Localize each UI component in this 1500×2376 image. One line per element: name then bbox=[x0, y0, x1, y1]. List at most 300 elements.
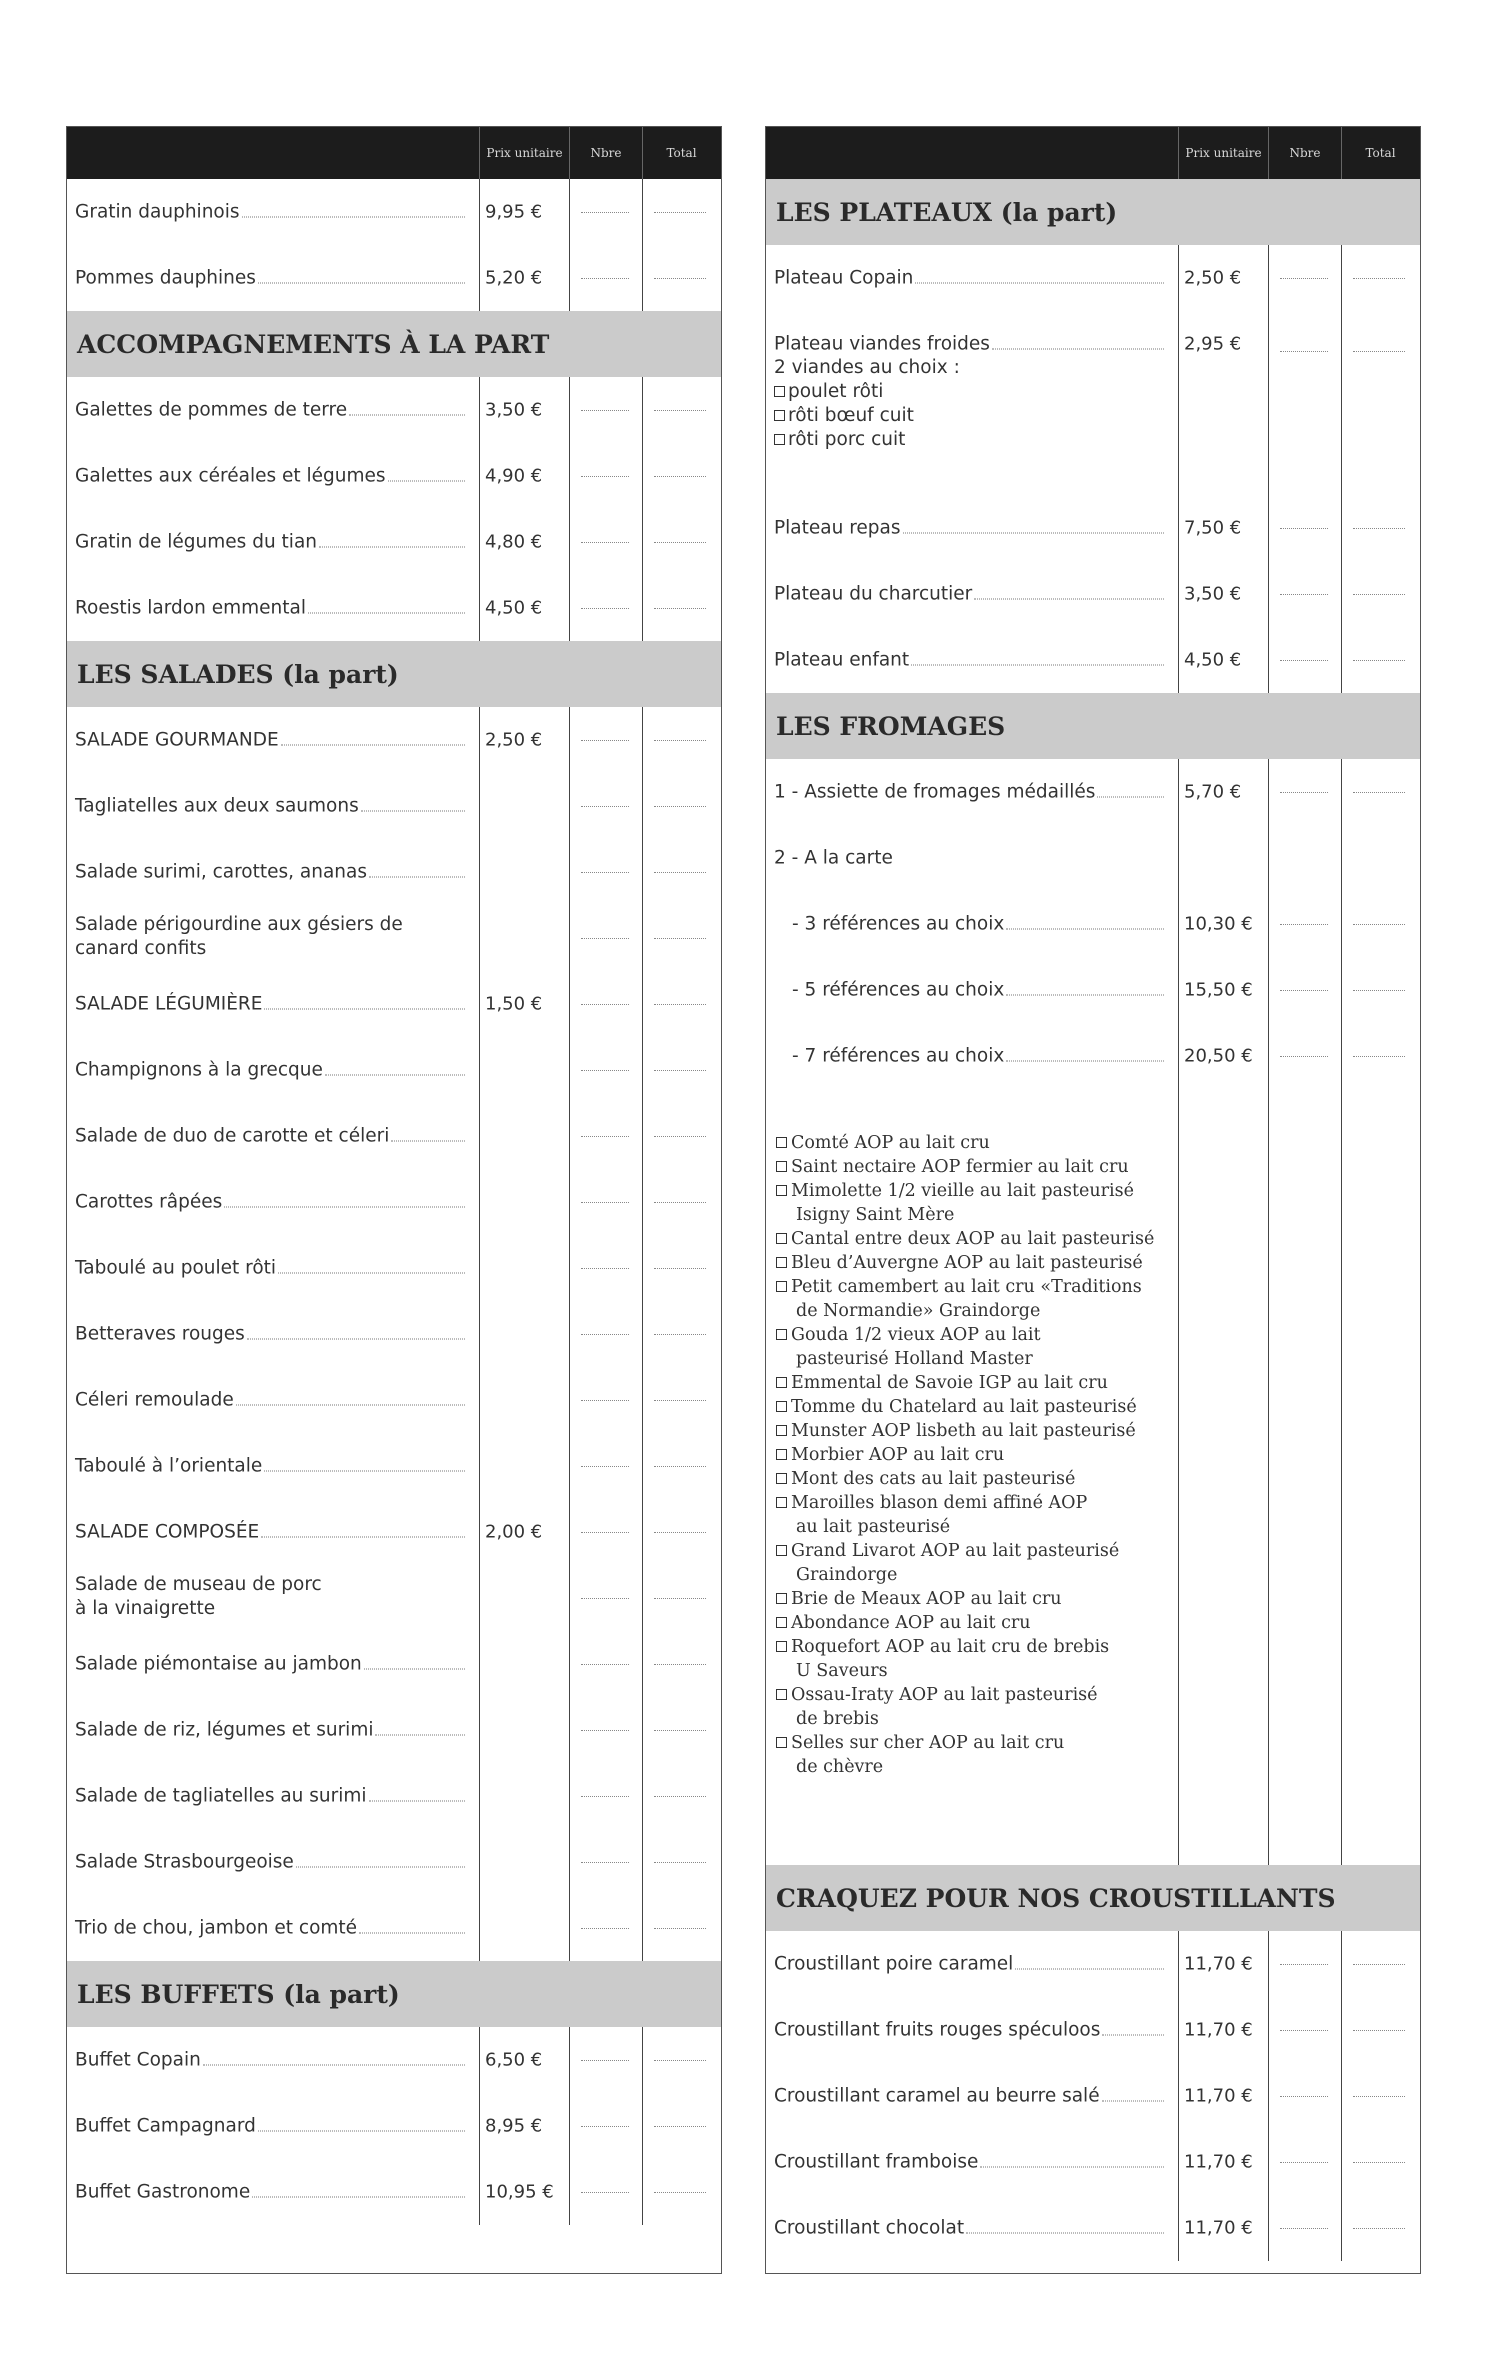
total-entry-field[interactable] bbox=[654, 1730, 706, 1731]
total-entry-field[interactable] bbox=[1353, 2228, 1405, 2229]
qty-entry-field[interactable] bbox=[1280, 1964, 1328, 1965]
unit-price: 2,50 € bbox=[485, 729, 543, 751]
section-heading: LES FROMAGES bbox=[766, 693, 1420, 759]
qty-entry-field[interactable] bbox=[1280, 924, 1328, 925]
qty-entry-field[interactable] bbox=[581, 2192, 629, 2193]
checkbox-icon[interactable] bbox=[776, 1689, 787, 1700]
total-entry-field[interactable] bbox=[654, 2060, 706, 2061]
menu-item-row bbox=[67, 1499, 721, 1565]
checkbox-icon[interactable] bbox=[776, 1137, 787, 1148]
item-label: Galettes aux céréales et légumes bbox=[75, 465, 386, 487]
menu-item-row bbox=[67, 443, 721, 509]
cheese-option[interactable] bbox=[776, 1467, 1154, 1491]
total-entry-field[interactable] bbox=[1353, 278, 1405, 279]
cheese-label: Abondance AOP au lait cru bbox=[791, 1613, 1031, 1633]
menu-item-row bbox=[766, 759, 1420, 825]
dot-leader bbox=[261, 1537, 465, 1538]
qty-entry-field[interactable] bbox=[581, 872, 629, 873]
qty-entry-field[interactable] bbox=[1280, 1056, 1328, 1057]
dot-leader bbox=[325, 1075, 465, 1076]
total-entry-field[interactable] bbox=[654, 806, 706, 807]
cheese-label: Gouda 1/2 vieux AOP au lait bbox=[791, 1325, 1041, 1345]
item-label: Trio de chou, jambon et comté bbox=[75, 1917, 358, 1939]
item-name bbox=[774, 2020, 1164, 2041]
item-label: Salade de duo de carotte et céleri bbox=[75, 1125, 390, 1147]
qty-entry-field[interactable] bbox=[1280, 351, 1328, 352]
item-label: Croustillant caramel au beurre salé bbox=[774, 2085, 1100, 2107]
cheese-option-continued bbox=[776, 1203, 1154, 1227]
menu-item-row bbox=[766, 1023, 1420, 1089]
unit-price: 5,20 € bbox=[485, 267, 543, 289]
qty-entry-field[interactable] bbox=[581, 410, 629, 411]
total-entry-field[interactable] bbox=[654, 2126, 706, 2127]
item-label: Tagliatelles aux deux saumons bbox=[75, 795, 359, 817]
cheese-label: Petit camembert au lait cru «Traditions bbox=[791, 1277, 1142, 1297]
cheese-label: Cantal entre deux AOP au lait pasteurisé bbox=[791, 1229, 1155, 1249]
qty-entry-field[interactable] bbox=[581, 1730, 629, 1731]
dot-leader bbox=[215, 1597, 463, 1616]
qty-entry-field[interactable] bbox=[1280, 792, 1328, 793]
checkbox-icon[interactable] bbox=[776, 1617, 787, 1628]
total-entry-field[interactable] bbox=[654, 740, 706, 741]
item-label: Salade surimi, carottes, ananas bbox=[75, 861, 368, 883]
total-entry-field[interactable] bbox=[1353, 351, 1405, 352]
item-name bbox=[774, 650, 1164, 671]
unit-price: 20,50 € bbox=[1184, 1045, 1253, 1067]
dot-leader bbox=[1006, 995, 1164, 996]
unit-price: 15,50 € bbox=[1184, 979, 1253, 1001]
total-entry-field[interactable] bbox=[654, 1664, 706, 1665]
item-label: Buffet Campagnard bbox=[75, 2115, 256, 2137]
cheese-label: Comté AOP au lait cru bbox=[791, 1133, 990, 1153]
dot-leader bbox=[258, 283, 465, 284]
item-label: - 5 références au choix bbox=[792, 979, 1005, 1001]
checkbox-icon[interactable] bbox=[776, 1497, 787, 1508]
qty-entry-field[interactable] bbox=[581, 1928, 629, 1929]
section-heading: LES SALADES (la part) bbox=[67, 641, 721, 707]
qty-entry-field[interactable] bbox=[581, 806, 629, 807]
total-entry-field[interactable] bbox=[654, 1334, 706, 1335]
unit-price: 10,30 € bbox=[1184, 913, 1253, 935]
total-entry-field[interactable] bbox=[654, 1070, 706, 1071]
cheese-option[interactable] bbox=[776, 1155, 1154, 1179]
cheese-label: de chèvre bbox=[796, 1757, 884, 1777]
unit-price: 5,70 € bbox=[1184, 781, 1242, 803]
menu-item-row bbox=[67, 377, 721, 443]
cheese-option[interactable] bbox=[776, 1731, 1154, 1755]
cheese-option[interactable] bbox=[776, 1179, 1154, 1203]
menu-item-row bbox=[67, 1367, 721, 1433]
qty-entry-field[interactable] bbox=[581, 1004, 629, 1005]
left-order-table bbox=[66, 126, 722, 2274]
cheese-option[interactable] bbox=[776, 1491, 1154, 1515]
dot-leader bbox=[236, 1405, 465, 1406]
item-label: canard confits bbox=[75, 938, 207, 959]
menu-item-row bbox=[67, 1103, 721, 1169]
total-entry-field[interactable] bbox=[1353, 990, 1405, 991]
cheese-option-continued bbox=[776, 1347, 1154, 1371]
item-name bbox=[75, 1654, 465, 1675]
cheese-label: Munster AOP lisbeth au lait pasteurisé bbox=[791, 1421, 1136, 1441]
checkbox-icon[interactable] bbox=[776, 1233, 787, 1244]
item-name bbox=[75, 2182, 465, 2203]
cheese-option-continued bbox=[776, 1515, 1154, 1539]
menu-item-row bbox=[67, 1565, 721, 1631]
item-name bbox=[75, 730, 465, 751]
qty-entry-field[interactable] bbox=[581, 608, 629, 609]
dot-leader bbox=[224, 1207, 465, 1208]
dot-leader bbox=[980, 2167, 1164, 2168]
item-label: à la vinaigrette bbox=[75, 1598, 216, 1619]
item-label: Salade piémontaise au jambon bbox=[75, 1653, 362, 1675]
checkbox-icon[interactable] bbox=[776, 1329, 787, 1340]
cheese-label: Roquefort AOP au lait cru de brebis bbox=[791, 1637, 1110, 1657]
section-heading: ACCOMPAGNEMENTS À LA PART bbox=[67, 311, 721, 377]
qty-entry-field[interactable] bbox=[1280, 660, 1328, 661]
item-name bbox=[75, 1456, 465, 1477]
item-label: Galettes de pommes de terre bbox=[75, 399, 348, 421]
menu-item-row bbox=[766, 1997, 1420, 2063]
item-label: Taboulé au poulet rôti bbox=[75, 1257, 277, 1279]
cheese-label: Graindorge bbox=[796, 1565, 898, 1585]
cheese-option[interactable] bbox=[776, 1587, 1154, 1611]
qty-entry-field[interactable] bbox=[1280, 2162, 1328, 2163]
unit-price: 3,50 € bbox=[1184, 583, 1242, 605]
checkbox-icon[interactable] bbox=[776, 1737, 787, 1748]
checkbox-icon[interactable] bbox=[776, 1281, 787, 1292]
total-entry-field[interactable] bbox=[654, 278, 706, 279]
qty-entry-field[interactable] bbox=[581, 278, 629, 279]
qty-entry-field[interactable] bbox=[581, 1136, 629, 1137]
dot-leader bbox=[1102, 2101, 1164, 2102]
item-subtitle: 2 viandes au choix : bbox=[774, 357, 960, 378]
unit-price: 2,95 € bbox=[1184, 333, 1242, 355]
item-name bbox=[75, 862, 465, 883]
total-entry-field[interactable] bbox=[1353, 924, 1405, 925]
qty-entry-field[interactable] bbox=[581, 542, 629, 543]
option-checkbox-item[interactable] bbox=[774, 380, 883, 404]
total-entry-field[interactable] bbox=[654, 1598, 706, 1599]
qty-entry-field[interactable] bbox=[1280, 278, 1328, 279]
total-entry-field[interactable] bbox=[654, 938, 706, 939]
cheese-label: Isigny Saint Mère bbox=[796, 1205, 955, 1225]
dot-leader bbox=[1015, 1969, 1164, 1970]
dot-leader bbox=[264, 1471, 465, 1472]
item-label: Betteraves rouges bbox=[75, 1323, 245, 1345]
qty-entry-field[interactable] bbox=[581, 2126, 629, 2127]
option-label: rôti porc cuit bbox=[788, 429, 906, 450]
checkbox-icon[interactable] bbox=[774, 386, 785, 397]
unit-price: 3,50 € bbox=[485, 399, 543, 421]
menu-item-row bbox=[67, 1037, 721, 1103]
menu-item-row bbox=[67, 179, 721, 245]
unit-price: 2,50 € bbox=[1184, 267, 1242, 289]
dot-leader bbox=[369, 877, 465, 878]
column-divider bbox=[569, 179, 570, 2225]
qty-entry-field[interactable] bbox=[581, 1796, 629, 1797]
total-entry-field[interactable] bbox=[654, 542, 706, 543]
checkbox-icon[interactable] bbox=[776, 1593, 787, 1604]
menu-item-row bbox=[766, 891, 1420, 957]
unit-price: 1,50 € bbox=[485, 993, 543, 1015]
menu-item-row bbox=[67, 1301, 721, 1367]
qty-entry-field[interactable] bbox=[581, 476, 629, 477]
qty-entry-field[interactable] bbox=[581, 1202, 629, 1203]
qty-entry-field[interactable] bbox=[581, 938, 629, 939]
item-name bbox=[75, 1786, 465, 1807]
qty-entry-field[interactable] bbox=[1280, 528, 1328, 529]
cheese-option[interactable] bbox=[776, 1275, 1154, 1299]
item-label: Plateau enfant bbox=[774, 649, 910, 671]
cheese-option[interactable] bbox=[776, 1683, 1154, 1707]
item-name bbox=[75, 1060, 465, 1081]
cheese-label: Maroilles blason demi affiné AOP bbox=[791, 1493, 1088, 1513]
qty-column-header: Nbre bbox=[569, 127, 642, 179]
dot-leader bbox=[966, 2233, 1164, 2234]
item-label: Salade de riz, légumes et surimi bbox=[75, 1719, 374, 1741]
checkbox-icon[interactable] bbox=[774, 434, 785, 445]
total-entry-field[interactable] bbox=[654, 1928, 706, 1929]
total-entry-field[interactable] bbox=[654, 1268, 706, 1269]
unit-price: 4,80 € bbox=[485, 531, 543, 553]
column-divider bbox=[642, 179, 643, 2225]
item-name bbox=[75, 1258, 465, 1279]
qty-entry-field[interactable] bbox=[581, 1532, 629, 1533]
cheese-list-text bbox=[776, 1131, 1154, 1779]
cheese-option[interactable] bbox=[776, 1419, 1154, 1443]
option-checkbox-item[interactable] bbox=[774, 404, 914, 428]
total-entry-field[interactable] bbox=[654, 2192, 706, 2193]
unit-price: 11,70 € bbox=[1184, 2217, 1253, 2239]
dot-leader bbox=[992, 349, 1164, 350]
total-entry-field[interactable] bbox=[1353, 660, 1405, 661]
menu-item-row bbox=[67, 2027, 721, 2093]
cheese-option[interactable] bbox=[776, 1443, 1154, 1467]
total-entry-field[interactable] bbox=[1353, 1964, 1405, 1965]
checkbox-icon[interactable] bbox=[776, 1161, 787, 1172]
cheese-label: Saint nectaire AOP fermier au lait cru bbox=[791, 1157, 1129, 1177]
item-name bbox=[75, 2050, 465, 2071]
dot-leader bbox=[388, 481, 465, 482]
checkbox-icon[interactable] bbox=[776, 1185, 787, 1196]
dot-leader bbox=[364, 1669, 465, 1670]
checkbox-icon[interactable] bbox=[774, 410, 785, 421]
item-name bbox=[75, 1390, 465, 1411]
total-entry-field[interactable] bbox=[1353, 528, 1405, 529]
total-entry-field[interactable] bbox=[654, 1466, 706, 1467]
column-divider bbox=[1178, 179, 1179, 2261]
qty-entry-field[interactable] bbox=[581, 2060, 629, 2061]
item-name bbox=[75, 1324, 465, 1345]
total-entry-field[interactable] bbox=[654, 1004, 706, 1005]
dot-leader bbox=[903, 533, 1164, 534]
menu-item-row bbox=[766, 2195, 1420, 2261]
total-entry-field[interactable] bbox=[654, 476, 706, 477]
cheese-option-continued bbox=[776, 1659, 1154, 1683]
checkbox-icon[interactable] bbox=[776, 1401, 787, 1412]
total-entry-field[interactable] bbox=[654, 212, 706, 213]
cheese-label: Selles sur cher AOP au lait cru bbox=[791, 1733, 1065, 1753]
item-label: Gratin dauphinois bbox=[75, 201, 240, 223]
option-label: poulet rôti bbox=[788, 381, 884, 402]
checkbox-icon[interactable] bbox=[776, 1257, 787, 1268]
cheese-option[interactable] bbox=[776, 1395, 1154, 1419]
menu-item-row bbox=[67, 245, 721, 311]
qty-entry-field[interactable] bbox=[1280, 2228, 1328, 2229]
dot-leader bbox=[258, 2131, 465, 2132]
menu-item-row bbox=[67, 839, 721, 905]
qty-column-header: Nbre bbox=[1268, 127, 1341, 179]
qty-entry-field[interactable] bbox=[581, 1664, 629, 1665]
item-label: Plateau Copain bbox=[774, 267, 914, 289]
item-name bbox=[75, 1192, 465, 1213]
qty-entry-field[interactable] bbox=[1280, 594, 1328, 595]
total-entry-field[interactable] bbox=[654, 1796, 706, 1797]
item-name bbox=[774, 584, 1164, 605]
total-entry-field[interactable] bbox=[654, 608, 706, 609]
section-heading: LES BUFFETS (la part) bbox=[67, 1961, 721, 2027]
item-label: Croustillant fruits rouges spéculoos bbox=[774, 2019, 1101, 2041]
item-name bbox=[774, 268, 1164, 289]
cheese-option-continued bbox=[776, 1299, 1154, 1323]
qty-entry-field[interactable] bbox=[581, 212, 629, 213]
item-label: Taboulé à l’orientale bbox=[75, 1455, 263, 1477]
item-label: Carottes râpées bbox=[75, 1191, 223, 1213]
qty-entry-field[interactable] bbox=[581, 1862, 629, 1863]
item-label: Croustillant chocolat bbox=[774, 2217, 965, 2239]
checkbox-icon[interactable] bbox=[776, 1473, 787, 1484]
table-header bbox=[67, 127, 721, 179]
unit-price: 11,70 € bbox=[1184, 2019, 1253, 2041]
unit-price: 8,95 € bbox=[485, 2115, 543, 2137]
dot-leader bbox=[308, 613, 465, 614]
qty-entry-field[interactable] bbox=[581, 740, 629, 741]
cheese-label: Mont des cats au lait pasteurisé bbox=[791, 1469, 1076, 1489]
menu-item-row bbox=[67, 2159, 721, 2225]
qty-entry-field[interactable] bbox=[581, 1268, 629, 1269]
dot-leader bbox=[252, 2197, 465, 2198]
dot-leader bbox=[1097, 797, 1164, 798]
item-name bbox=[75, 268, 465, 289]
item-label: Plateau viandes froides bbox=[774, 333, 990, 355]
price-column-header: Prix unitaire bbox=[1178, 127, 1268, 179]
unit-price: 10,95 € bbox=[485, 2181, 554, 2203]
dot-leader bbox=[1102, 2035, 1164, 2036]
item-name bbox=[774, 518, 1164, 539]
cheese-label: U Saveurs bbox=[796, 1661, 888, 1681]
menu-item-row bbox=[67, 1829, 721, 1895]
total-entry-field[interactable] bbox=[654, 1862, 706, 1863]
cheese-label: Emmental de Savoie IGP au lait cru bbox=[791, 1373, 1108, 1393]
menu-item-row bbox=[67, 575, 721, 641]
right-order-table bbox=[765, 126, 1421, 2274]
item-name bbox=[75, 466, 465, 487]
qty-entry-field[interactable] bbox=[581, 1466, 629, 1467]
checkbox-icon[interactable] bbox=[776, 1641, 787, 1652]
item-name bbox=[792, 1046, 1164, 1067]
checkbox-icon[interactable] bbox=[776, 1425, 787, 1436]
item-label: Croustillant framboise bbox=[774, 2151, 979, 2173]
total-entry-field[interactable] bbox=[1353, 1056, 1405, 1057]
item-label: Gratin de légumes du tian bbox=[75, 531, 317, 553]
cheese-option[interactable] bbox=[776, 1611, 1154, 1635]
menu-item-row bbox=[67, 971, 721, 1037]
cheese-option[interactable] bbox=[776, 1227, 1154, 1251]
qty-entry-field[interactable] bbox=[1280, 2096, 1328, 2097]
total-entry-field[interactable] bbox=[1353, 2162, 1405, 2163]
cheese-option[interactable] bbox=[776, 1251, 1154, 1275]
menu-item-row bbox=[67, 2093, 721, 2159]
column-divider bbox=[1268, 179, 1269, 2261]
total-column-header: Total bbox=[1341, 127, 1419, 179]
dot-leader bbox=[359, 1933, 465, 1934]
total-entry-field[interactable] bbox=[1353, 792, 1405, 793]
unit-price: 6,50 € bbox=[485, 2049, 543, 2071]
menu-item-row bbox=[67, 773, 721, 839]
cheese-option[interactable] bbox=[776, 1371, 1154, 1395]
total-entry-field[interactable] bbox=[1353, 594, 1405, 595]
cheese-label: pasteurisé Holland Master bbox=[796, 1349, 1033, 1369]
qty-entry-field[interactable] bbox=[581, 1400, 629, 1401]
qty-entry-field[interactable] bbox=[1280, 990, 1328, 991]
cheese-option[interactable] bbox=[776, 1131, 1154, 1155]
menu-item-row bbox=[67, 1433, 721, 1499]
item-label: SALADE COMPOSÉE bbox=[75, 1521, 260, 1543]
cheese-option-continued bbox=[776, 1707, 1154, 1731]
item-label: Céleri remoulade bbox=[75, 1389, 234, 1411]
dot-leader bbox=[264, 1009, 465, 1010]
right-rows bbox=[766, 179, 1420, 2261]
menu-item-row bbox=[766, 311, 1420, 495]
item-name bbox=[75, 1126, 465, 1147]
cheese-label: de Normandie» Graindorge bbox=[796, 1301, 1041, 1321]
total-entry-field[interactable] bbox=[1353, 2096, 1405, 2097]
dot-leader bbox=[391, 1141, 465, 1142]
dot-leader bbox=[242, 217, 465, 218]
cheese-option[interactable] bbox=[776, 1539, 1154, 1563]
section-heading: LES PLATEAUX (la part) bbox=[766, 179, 1420, 245]
cheese-option-continued bbox=[776, 1563, 1154, 1587]
dot-leader bbox=[375, 1735, 465, 1736]
cheese-label: Brie de Meaux AOP au lait cru bbox=[791, 1589, 1062, 1609]
item-name bbox=[75, 598, 465, 619]
menu-item-row bbox=[67, 1895, 721, 1961]
cheese-option[interactable] bbox=[776, 1635, 1154, 1659]
total-entry-field[interactable] bbox=[654, 1202, 706, 1203]
checkbox-icon[interactable] bbox=[776, 1449, 787, 1460]
cheese-label: Grand Livarot AOP au lait pasteurisé bbox=[791, 1541, 1120, 1561]
total-entry-field[interactable] bbox=[1353, 2030, 1405, 2031]
qty-entry-field[interactable] bbox=[1280, 2030, 1328, 2031]
qty-entry-field[interactable] bbox=[581, 1598, 629, 1599]
item-name bbox=[774, 1954, 1164, 1975]
total-entry-field[interactable] bbox=[654, 1532, 706, 1533]
checkbox-icon[interactable] bbox=[776, 1377, 787, 1388]
item-label: SALADE GOURMANDE bbox=[75, 729, 279, 751]
item-label: Champignons à la grecque bbox=[75, 1059, 323, 1081]
checkbox-icon[interactable] bbox=[776, 1545, 787, 1556]
qty-entry-field[interactable] bbox=[581, 1334, 629, 1335]
option-checkbox-item[interactable] bbox=[774, 428, 905, 452]
total-entry-field[interactable] bbox=[654, 410, 706, 411]
total-entry-field[interactable] bbox=[654, 1136, 706, 1137]
total-entry-field[interactable] bbox=[654, 1400, 706, 1401]
cheese-option-continued bbox=[776, 1755, 1154, 1779]
cheese-option[interactable] bbox=[776, 1323, 1154, 1347]
item-name-line2 bbox=[75, 937, 463, 961]
total-entry-field[interactable] bbox=[654, 872, 706, 873]
qty-entry-field[interactable] bbox=[581, 1070, 629, 1071]
